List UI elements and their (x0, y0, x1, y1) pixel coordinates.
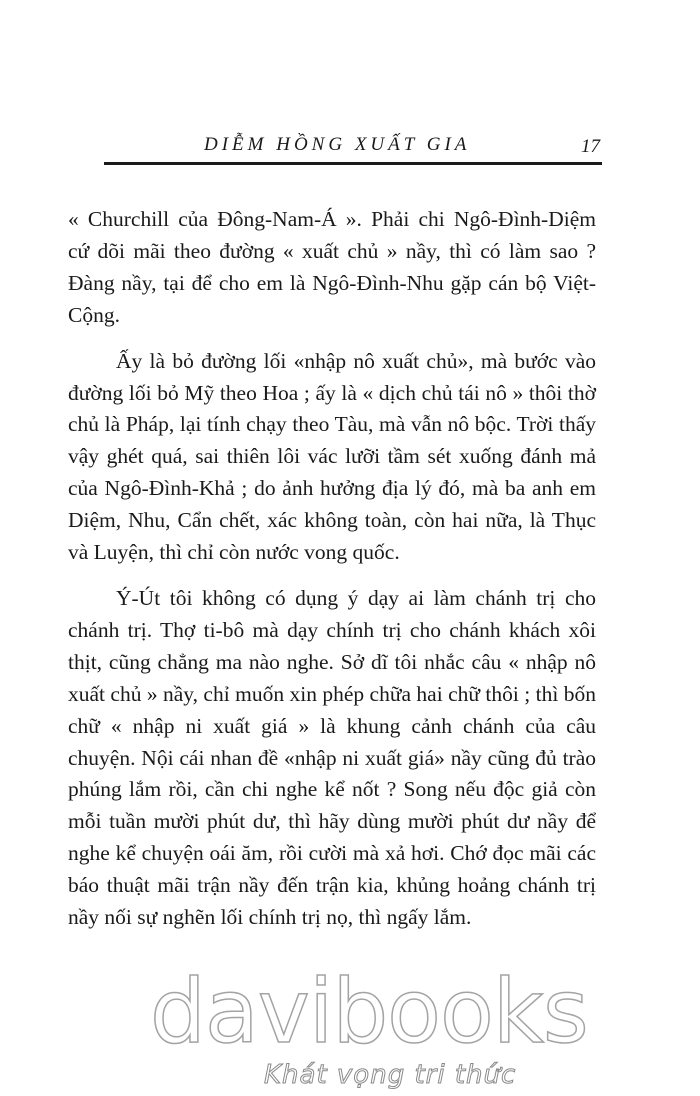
paragraph-1: « Churchill của Đông-Nam-Á ». Phải chi Ngô-Đình-Diệm cứ dõi mãi theo đường « xuất chủ » nầy, thì có làm sao ? Đàng nầy, tại để cho em là Ngô-Đình-Nhu gặp cán bộ Việt-Cộng. (68, 207, 596, 327)
paragraph-3: Ý-Út tôi không có dụng ý dạy ai làm chánh trị cho chánh trị. Thợ ti-bô mà dạy chính trị cho chánh khách xôi thịt, cũng chẳng ma nào nghe. Sở dĩ tôi nhắc câu « nhập nô xuất chủ » nầy, chỉ muốn xin phép chữa hai chữ thôi ; thì bốn chữ « nhập ni xuất giá » là khung cảnh chánh của câu chuyện. Nội cái nhan đề «nhập ni xuất giá» nầy cũng đủ trào phúng lắm rồi, cần chi nghe kể nốt ? Song nếu độc giả còn mỗi tuần mười phút dư, thì hãy dùng mười phút dư nầy để nghe kể chuyện oái ăm, rồi cười mà xả hơi. Chớ đọc mãi các báo thuật mãi trận nầy đến trận kia, khủng hoảng chánh trị nầy nối sự nghẽn lối chính trị nọ, thì ngấy lắm. (68, 585, 596, 930)
running-header (104, 132, 602, 162)
watermark-brand: davibooks (150, 960, 588, 1063)
running-title: DIỄM HỒNG XUẤT GIA (204, 134, 471, 155)
header-rule (104, 162, 602, 165)
paragraph-2: Ấy là bỏ đường lối «nhập nô xuất chủ», mà bước vào đường lối bỏ Mỹ theo Hoa ; ấy là « dịch chủ tái nô » thôi thờ chủ là Pháp, lại tính chạy theo Tàu, mà vẫn nô bộc. Trời thấy vậy ghét quá, sai thiên lôi vác lưỡi tầm sét xuống đánh mả của Ngô-Đình-Khả ; do ảnh hưởng địa lý đó, mà ba anh em Diệm, Nhu, Cẩn chết, xác không toàn, còn hai nữa, là Thục và Luyện, thì chỉ còn nước vong quốc. (68, 348, 596, 565)
page-number: 17 (581, 136, 600, 157)
body-text (68, 204, 596, 934)
watermark-slogan: Khát vọng tri thức (264, 1060, 517, 1090)
watermark (0, 960, 700, 1096)
